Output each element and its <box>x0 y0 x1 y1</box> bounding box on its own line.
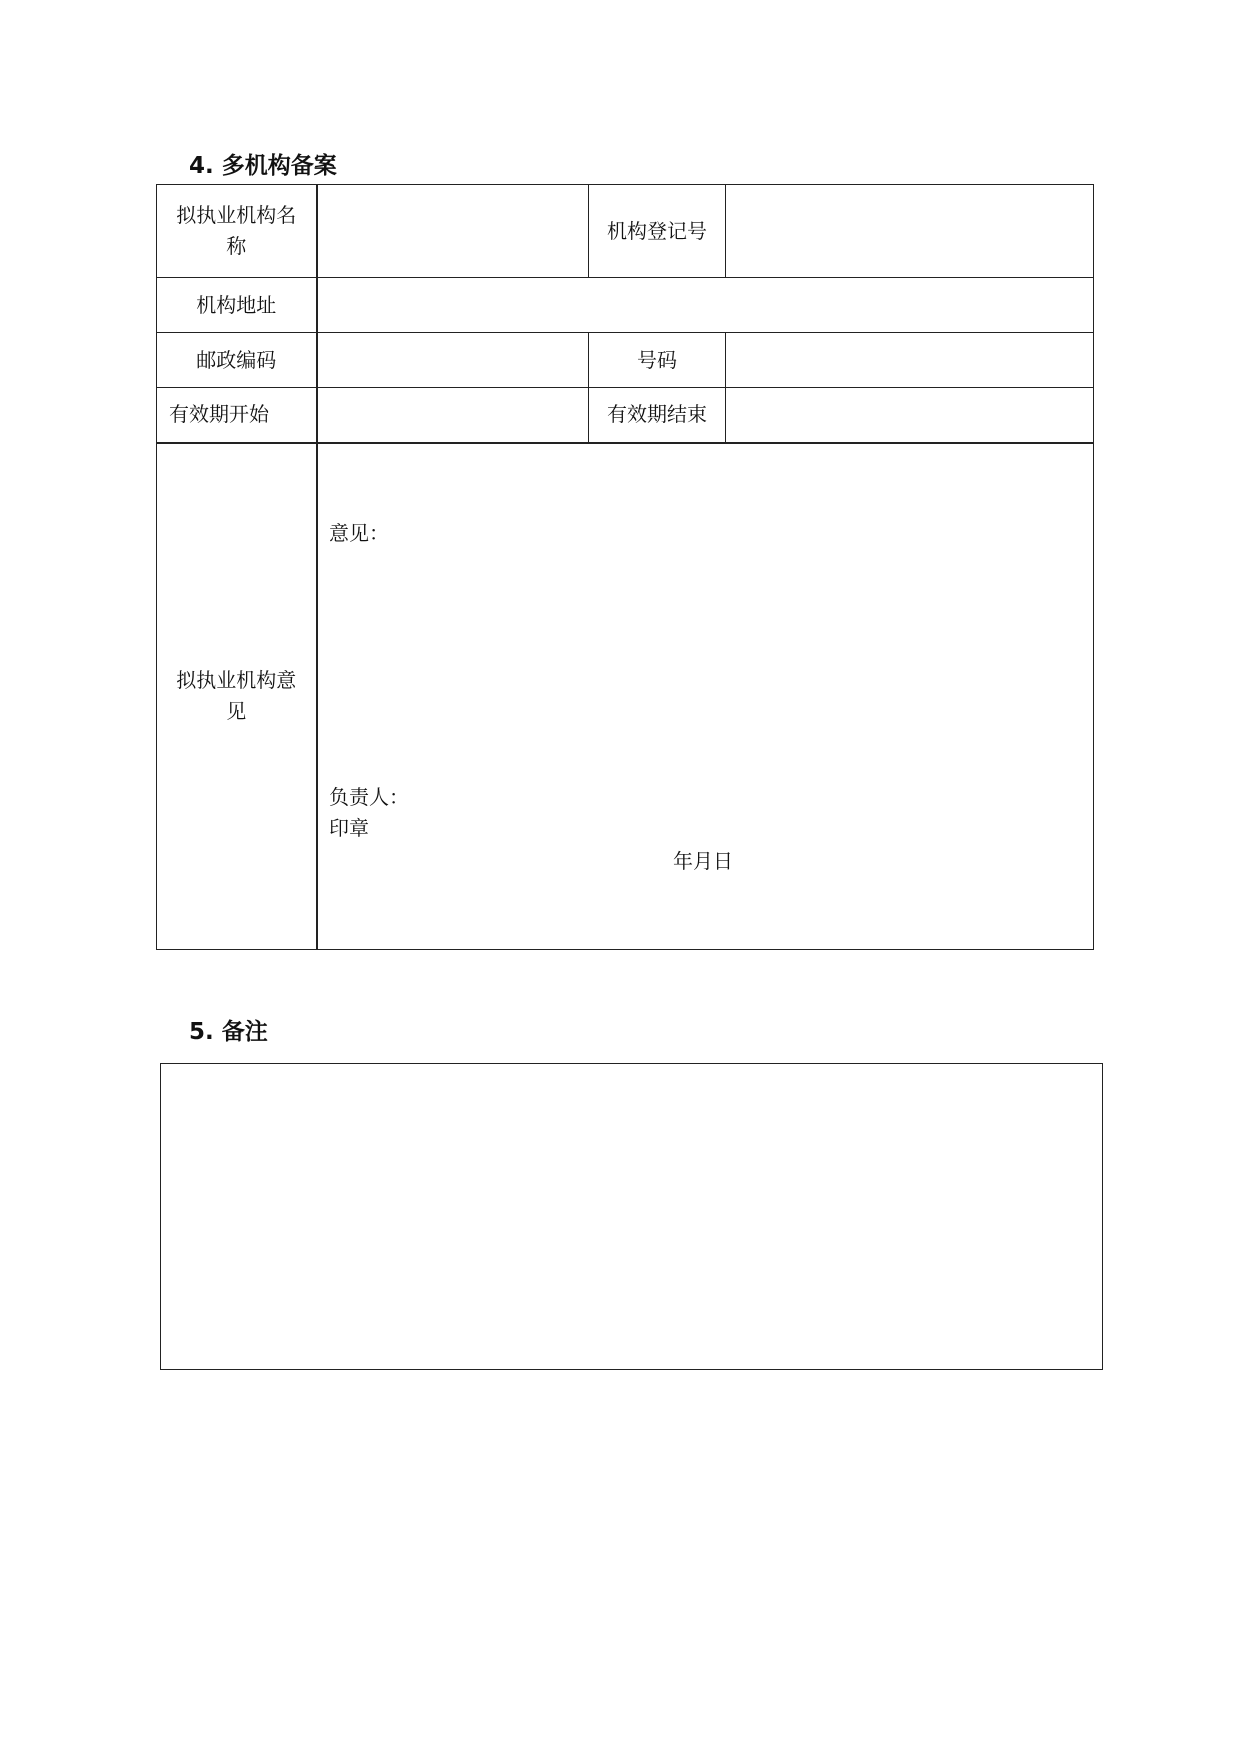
opinion-label: 意见： <box>329 521 389 545</box>
valid-end-label: 有效期结束 <box>589 388 726 443</box>
remarks-box[interactable] <box>160 1063 1103 1370</box>
postcode-label: 邮政编码 <box>157 333 317 388</box>
seal-label: 印章 <box>329 816 369 840</box>
number-field[interactable] <box>726 333 1094 388</box>
institution-opinion-label: 拟执业机构意见 <box>157 443 317 950</box>
institution-address-field[interactable] <box>317 278 1094 333</box>
section-5-title: 5. 备注 <box>189 1019 268 1045</box>
date-label: 年月日 <box>673 849 733 873</box>
institution-name-field[interactable] <box>317 185 589 278</box>
number-label: 号码 <box>589 333 726 388</box>
valid-start-label: 有效期开始 <box>157 388 317 443</box>
valid-end-field[interactable] <box>726 388 1094 443</box>
registration-number-field[interactable] <box>726 185 1094 278</box>
responsible-person-label: 负责人： <box>329 785 409 809</box>
institution-address-label: 机构地址 <box>157 278 317 333</box>
institution-name-label: 拟执业机构名称 <box>157 185 317 278</box>
section-4-title: 4. 多机构备案 <box>189 153 337 179</box>
valid-start-field[interactable] <box>317 388 589 443</box>
postcode-field[interactable] <box>317 333 589 388</box>
institution-registration-table <box>156 184 1094 950</box>
registration-number-label: 机构登记号 <box>589 185 726 278</box>
